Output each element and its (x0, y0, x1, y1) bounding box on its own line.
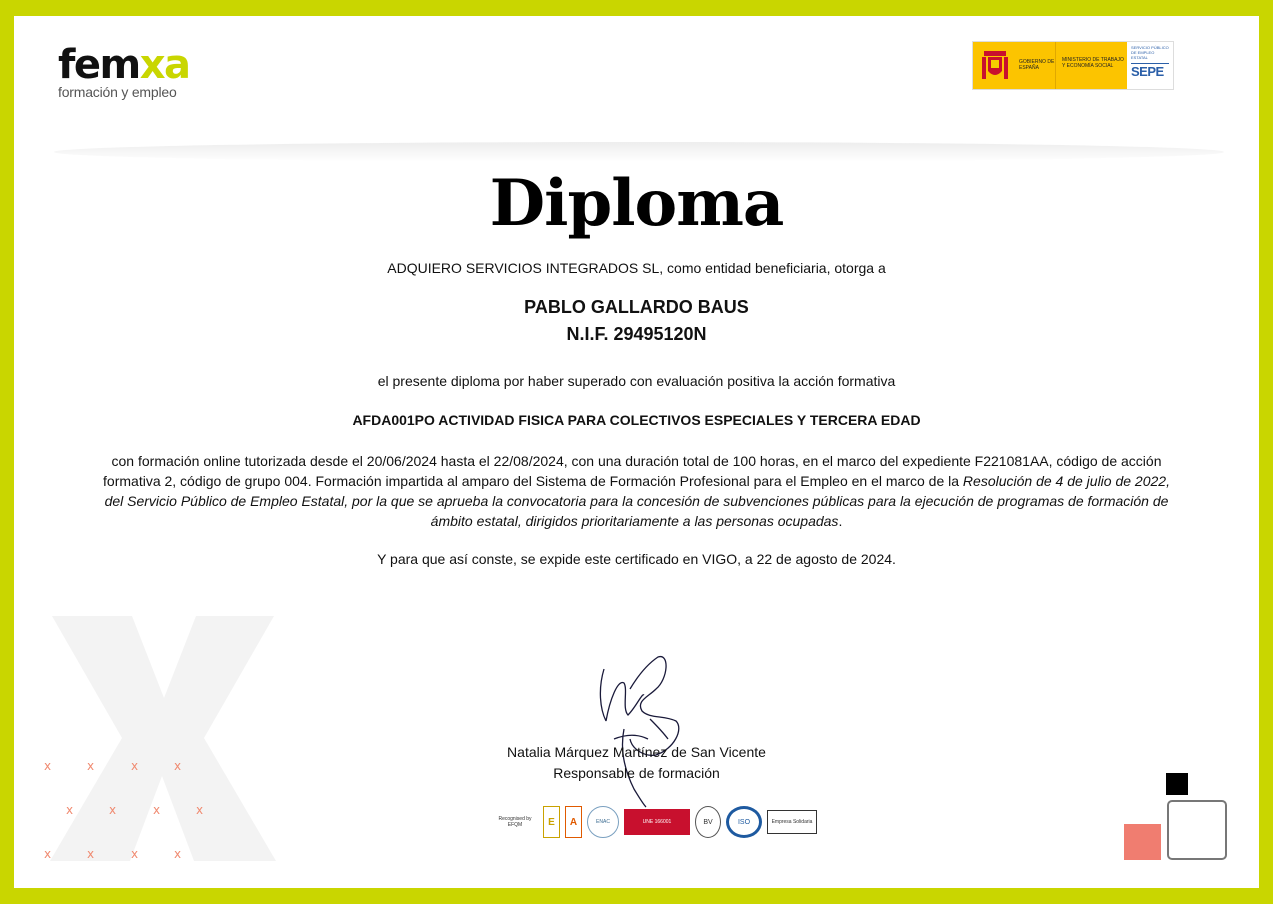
decor-square-outline (1167, 800, 1227, 860)
femxa-logo (58, 44, 190, 100)
iqnet-badge: ISO (726, 806, 762, 838)
decor-x-icon: x (66, 803, 74, 817)
decor-x-icon: x (153, 803, 161, 817)
gobierno-label: GOBIERNO DE ESPAÑA (1017, 42, 1055, 89)
sepe-logo: SERVICIO PÚBLICO DE EMPLEO ESTATAL SEPE (1127, 42, 1173, 89)
a-badge: A (565, 806, 582, 838)
decor-x-icon: x (131, 847, 139, 861)
signer-name: Natalia Márquez Martínez de San Vicente (507, 744, 766, 760)
decor-x-icon: x (174, 759, 182, 773)
recipient-name: PABLO GALLARDO BAUS (524, 297, 749, 317)
diploma-title: Diploma (489, 166, 784, 241)
une-badge: UNE 166001 (624, 809, 690, 835)
course-title: AFDA001PO ACTIVIDAD FISICA PARA COLECTIVOS ESPECIALES Y TERCERA EDAD (352, 412, 921, 428)
watermark-x-icon (34, 616, 294, 861)
empresa-solidaria-badge: Empresa Solidaria (767, 810, 817, 834)
coat-of-arms-icon (973, 42, 1017, 89)
logo-wordmark: femxa (58, 42, 190, 88)
decor-x-icon: x (87, 847, 95, 861)
government-logo (972, 41, 1174, 90)
intro-text: ADQUIERO SERVICIOS INTEGRADOS SL, como entidad beneficiaria, otorga a (387, 260, 886, 276)
ministerio-label: MINISTERIO DE TRABAJO Y ECONOMÍA SOCIAL (1055, 42, 1127, 89)
certification-badges (492, 806, 817, 838)
decor-x-icon: x (196, 803, 204, 817)
details-paragraph: con formación online tutorizada desde el 20/06/2024 hasta el 22/08/2024, con una duración total de 100 horas, en el marco del expediente F221081AA, código de acción formativa 2, código de grupo 004. Formación impartida al amparo del Sistema de Formación Profesional para el Empleo en el marco de la Resolución de 4 de julio de 2022, del Servicio Público de Empleo Estatal, por la que se aprueba la convocatoria para la concesión de subvenciones públicas para la ejecución de programas de formación de ámbito estatal, dirigidos prioritariamente a las personas ocupadas. (103, 453, 1170, 529)
e-badge: E (543, 806, 560, 838)
signer-role: Responsable de formación (553, 765, 720, 781)
decor-square-salmon (1124, 824, 1161, 860)
decor-x-icon: x (109, 803, 117, 817)
presentation-text: el presente diploma por haber superado con evaluación positiva la acción formativa (377, 373, 896, 389)
header-divider (54, 142, 1224, 162)
decor-x-icon: x (44, 847, 52, 861)
handwritten-signature (584, 649, 694, 809)
logo-tagline: formación y empleo (58, 84, 177, 100)
efqm-badge: Recognised by EFQM (498, 816, 532, 828)
decor-x-icon: x (87, 759, 95, 773)
decor-x-icon: x (44, 759, 52, 773)
bureau-veritas-badge: BV (695, 806, 721, 838)
diploma-sheet (14, 16, 1259, 888)
decor-x-icon: x (174, 847, 182, 861)
decor-square-black (1166, 773, 1188, 795)
recipient-nif: N.I.F. 29495120N (566, 324, 707, 344)
decor-x-icon: x (131, 759, 139, 773)
enac-badge: ENAC (587, 806, 619, 838)
closing-text: Y para que así conste, se expide este certificado en VIGO, a 22 de agosto de 2024. (377, 551, 896, 567)
